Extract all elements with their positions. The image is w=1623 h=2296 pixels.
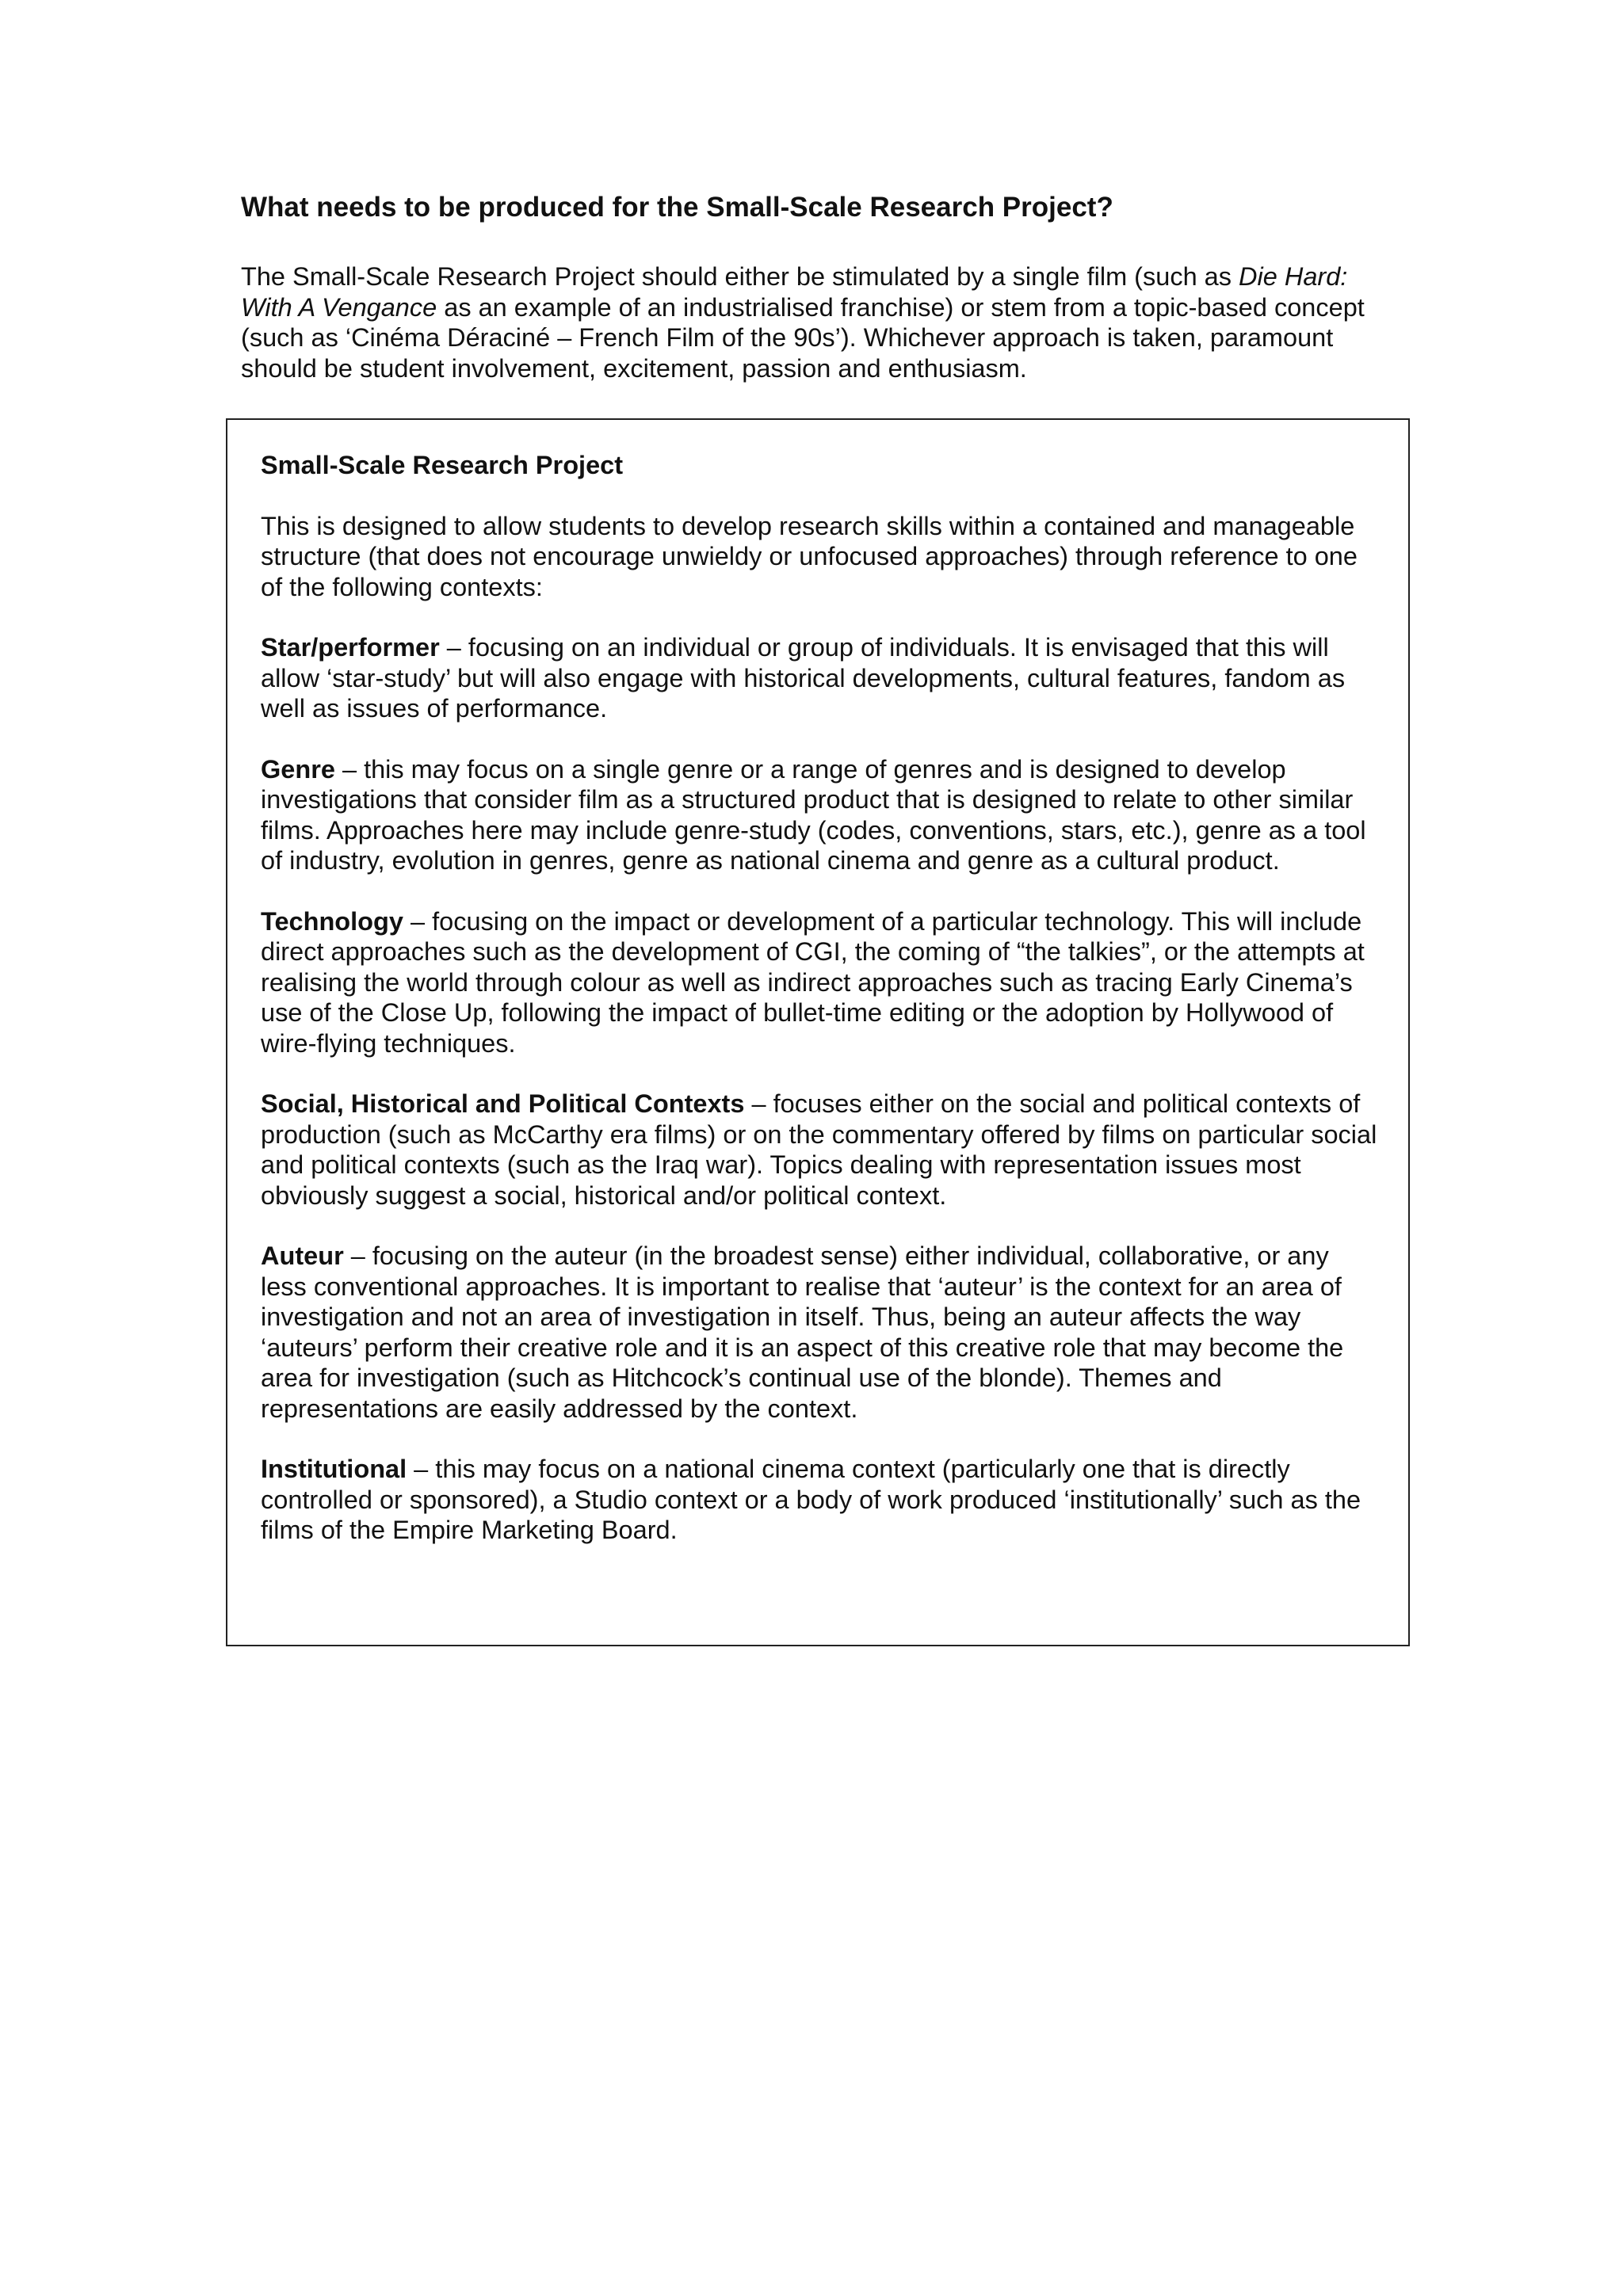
intro-paragraph (241, 261, 1406, 383)
intro-text-start: The Small-Scale Research Project should either be stimulated by a single film (such as (241, 262, 1239, 291)
context-text: – this may focus on a single genre or a range of genres and is designed to develop investigations that consider film as a structured product that is designed to relate to other similar films. Approaches here may include genre-study (codes, conventions, stars, etc.), genre as a tool of industry, evolution in genres, genre as national cinema and genre as a cultural product. (261, 754, 1366, 875)
box-title: Small-Scale Research Project (261, 451, 624, 479)
box-description: This is designed to allow students to develop research skills within a contained and manageable structure (that does not encourage unwieldy or unfocused approaches) through reference to one of the following contexts: (261, 511, 1358, 601)
context-term: Auteur (261, 1241, 344, 1270)
film-title: Die Hard: With A Vengance (241, 262, 1348, 322)
context-term: Social, Historical and Political Contexts (261, 1089, 745, 1118)
context-technology (261, 906, 1378, 1059)
research-project-box-content (261, 450, 1378, 1546)
research-project-box (226, 418, 1410, 1646)
context-text: – focusing on an individual or group of individuals. It is envisaged that this will allow ‘star-study’ but will also engage with historical developments, cultural features, fandom as well as issues of performance. (261, 633, 1346, 723)
context-text: – focusing on the impact or development of a particular technology. This will include direct approaches such as the development of CGI, the coming of “the talkies”, or the attempts at realising the world through colour as well as indirect approaches such as tracing Early Cinema’s use of the Close Up, following the impact of bullet-time editing or the adoption by Hollywood of wire-flying techniques. (261, 906, 1365, 1058)
context-text: – focuses either on the social and political contexts of production (such as McCarthy era films) or on the commentary offered by films on particular social and political contexts (such as the Iraq war). Topics dealing with representation issues most obviously suggest a social, historical and/or political context. (261, 1089, 1377, 1210)
context-auteur (261, 1241, 1378, 1424)
page-title: What needs to be produced for the Small-Scale Research Project? (241, 192, 1113, 223)
context-star-performer (261, 632, 1378, 724)
context-text: – focusing on the auteur (in the broadest sense) either individual, collaborative, or any less conventional approaches. It is important to realise that ‘auteur’ is the context for an area of investigation and not an area of investigation in itself. Thus, being an auteur affects the way ‘auteurs’ perform their creative role and it is an aspect of this creative role that may become the area for investigation (such as Hitchcock’s continual use of the blonde). Themes and representations are easily addressed by the context. (261, 1241, 1344, 1423)
context-term: Genre (261, 754, 335, 784)
context-genre (261, 754, 1378, 876)
context-term: Technology (261, 906, 403, 936)
context-social-historical-political (261, 1089, 1378, 1211)
intro-text-end: as an example of an industrialised franchise) or stem from a topic-based concept (such as ‘Cinéma Déraciné – French Film of the 90s’). Whichever approach is taken, paramount should be student involvement, excitement, passion and enthusiasm. (241, 292, 1365, 383)
context-term: Star/performer (261, 633, 440, 662)
context-institutional (261, 1454, 1378, 1546)
context-term: Institutional (261, 1455, 407, 1483)
context-text: – this may focus on a national cinema context (particularly one that is directly controlled or sponsored), a Studio context or a body of work produced ‘institutionally’ such as the films of the Empire Marketing Board. (261, 1455, 1361, 1544)
